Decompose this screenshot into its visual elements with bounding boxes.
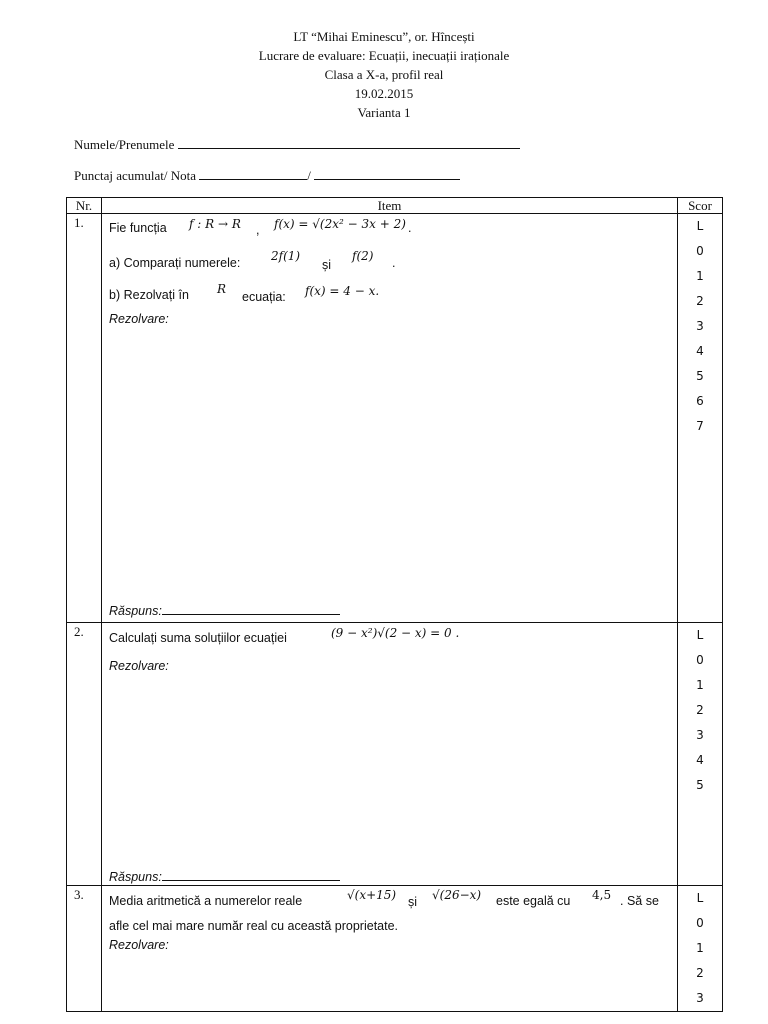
item1-part-a-math2: f(2): [352, 249, 374, 263]
score-level[interactable]: 1: [696, 269, 704, 283]
score-level[interactable]: 3: [696, 319, 704, 333]
item1-part-b-expr: f(x) = 4 − x.: [305, 284, 380, 298]
score-line: [74, 167, 460, 184]
item1-part-a-math1: 2f(1): [271, 249, 301, 263]
item3-score-column: [678, 886, 723, 1012]
item-number: 2.: [67, 623, 102, 886]
item2-answer-field[interactable]: [162, 868, 340, 881]
score-label: Punctaj acumulat/ Nota: [74, 168, 197, 183]
item1-part-b: b) Rezolvați în: [109, 288, 189, 302]
item1-func-expr: f(x) = √(2x² − 3x + 2): [274, 217, 406, 231]
item1-part-b-eq: ecuația:: [242, 290, 286, 304]
item1-part-a: a) Comparați numerele:: [109, 256, 241, 270]
item2-score-column: [678, 623, 723, 886]
header-score: Scor: [678, 198, 723, 214]
class-label: Clasa a X-a, profil real: [324, 67, 444, 82]
item3-rezolvare-label: Rezolvare:: [109, 938, 169, 952]
item-cell: [102, 623, 678, 886]
item2-rezolvare-label: Rezolvare:: [109, 659, 169, 673]
item2-expr: (9 − x²)√(2 − x) = 0 .: [331, 626, 460, 640]
test-title: Lucrare de evaluare: Ecuații, inecuații iraționale: [258, 48, 510, 63]
item-cell: [102, 214, 678, 623]
school-name: LT “Mihai Eminescu”, or. Hîncești: [293, 29, 475, 44]
score-level[interactable]: 0: [696, 916, 704, 930]
item1-period: .: [408, 221, 412, 235]
points-field[interactable]: [199, 167, 307, 180]
item1-raspuns-label: Răspuns:: [109, 604, 162, 618]
name-label: Numele/Prenumele: [74, 137, 175, 152]
item1-answer-field[interactable]: [162, 602, 340, 615]
item3-and: și: [408, 895, 418, 909]
score-level[interactable]: 0: [696, 244, 704, 258]
item1-score-column: [678, 214, 723, 623]
item2-answer-line: [109, 868, 340, 884]
item-cell: [102, 886, 678, 1012]
score-level[interactable]: 3: [696, 991, 704, 1005]
item2-text: Calculați suma soluțiilor ecuației: [109, 631, 287, 645]
document-header: [0, 27, 768, 122]
item1-answer-line: [109, 602, 340, 618]
item3-text2: este egală cu: [496, 894, 571, 908]
score-level[interactable]: 2: [696, 703, 704, 717]
item1-rezolvare-label: Rezolvare:: [109, 312, 169, 326]
name-line: [74, 136, 520, 153]
score-level[interactable]: 2: [696, 966, 704, 980]
score-level[interactable]: 1: [696, 941, 704, 955]
table-row: [67, 886, 723, 1012]
item1-part-a-end: .: [392, 256, 396, 270]
item3-text3: . Să se: [620, 894, 659, 908]
item1-intro: Fie funcția: [109, 221, 167, 235]
table-header-row: [67, 198, 723, 214]
item1-part-a-and: și: [322, 258, 332, 272]
score-level[interactable]: L: [696, 219, 704, 233]
grade-field[interactable]: [314, 167, 460, 180]
item1-func-def: f : R → R: [189, 217, 241, 231]
table-row: [67, 214, 723, 623]
evaluation-table: [66, 197, 723, 1012]
header-item: Item: [102, 198, 678, 214]
name-field[interactable]: [178, 136, 520, 149]
item1-comma: ,: [256, 223, 260, 237]
score-level[interactable]: 7: [696, 419, 704, 433]
table-row: [67, 623, 723, 886]
item2-raspuns-label: Răspuns:: [109, 870, 162, 884]
item3-text1: Media aritmetică a numerelor reale: [109, 894, 303, 908]
score-level[interactable]: L: [696, 628, 704, 642]
header-nr: Nr.: [67, 198, 102, 214]
item-number: 1.: [67, 214, 102, 623]
score-level[interactable]: 5: [696, 778, 704, 792]
item1-part-b-R: R: [217, 282, 227, 296]
slash-separator: /: [307, 168, 311, 183]
score-level[interactable]: L: [696, 891, 704, 905]
variant-label: Varianta 1: [357, 105, 411, 120]
item3-math2: √(26−x): [432, 888, 482, 902]
test-date: 19.02.2015: [354, 86, 414, 101]
score-level[interactable]: 3: [696, 728, 704, 742]
score-level[interactable]: 4: [696, 753, 704, 767]
item3-text4: afle cel mai mare număr real cu această proprietate.: [109, 919, 399, 933]
item-number: 3.: [67, 886, 102, 1012]
score-level[interactable]: 6: [696, 394, 704, 408]
score-level[interactable]: 2: [696, 294, 704, 308]
score-level[interactable]: 4: [696, 344, 704, 358]
score-level[interactable]: 5: [696, 369, 704, 383]
item3-value: 4,5: [592, 888, 612, 902]
score-level[interactable]: 0: [696, 653, 704, 667]
score-level[interactable]: 1: [696, 678, 704, 692]
item3-math1: √(x+15): [347, 888, 397, 902]
